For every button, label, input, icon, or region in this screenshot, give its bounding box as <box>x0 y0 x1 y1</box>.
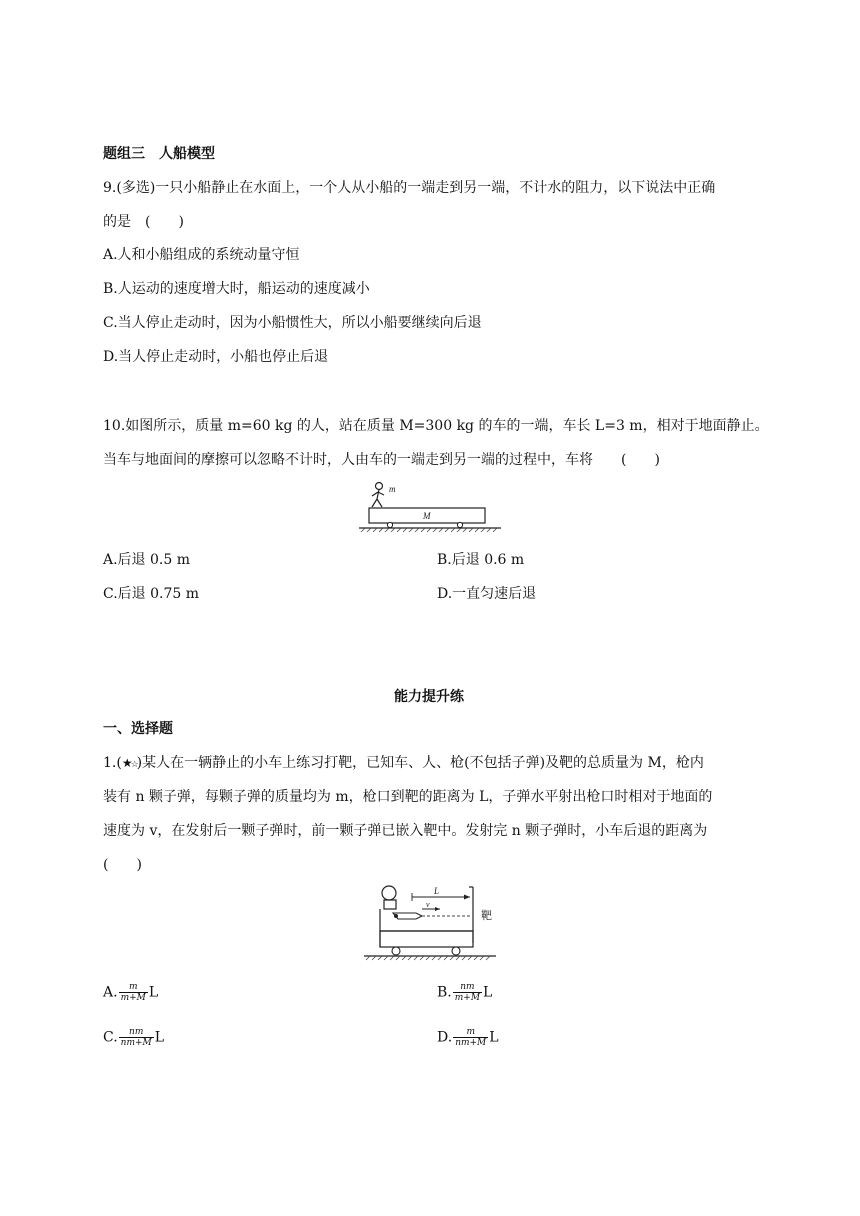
adv-q1-option-a <box>103 982 158 1003</box>
cart-wheel-right <box>452 947 460 955</box>
option-label: D. <box>437 1029 453 1046</box>
adv-q1-stem-line3: 速度为 v，在发射后一颗子弹时，前一颗子弹已嵌入靶中。发射完 n 颗子弹时，小车后退的距离为 <box>103 823 708 839</box>
denominator: nm+M <box>455 1038 487 1048</box>
section-title: 题组三 人船模型 <box>103 146 215 162</box>
q9-option-c: C.当人停止走动时，因为小船惯性大，所以小船要继续向后退 <box>103 315 482 331</box>
fraction <box>453 982 482 1003</box>
adv-q1-option-c <box>103 1027 164 1048</box>
person-icon <box>372 483 384 508</box>
option-label: B. <box>437 984 452 1001</box>
shooter-head <box>382 886 396 900</box>
adv-q1-stem-line2: 装有 n 颗子弹，每颗子弹的质量均为 m，枪口到靶的距离为 L，子弹水平射出枪口时相对于地面的 <box>103 789 713 805</box>
option-tail: L <box>483 984 493 1001</box>
numerator: nm <box>460 982 475 992</box>
fraction <box>453 1027 488 1048</box>
velocity-label: v <box>426 900 430 909</box>
person-on-cart-figure <box>355 478 505 538</box>
q9-stem-line1: 9.(多选)一只小船静止在水面上，一个人从小船的一端走到另一端，不计水的阻力，以下说法中正确 <box>103 180 716 196</box>
option-label: A. <box>103 984 118 1001</box>
option-tail: L <box>148 984 159 1001</box>
adv-q1-option-b <box>437 982 492 1003</box>
fraction <box>119 982 148 1003</box>
q9-stem-line2: 的是 ( ) <box>103 214 184 230</box>
adv-q1-option-d <box>437 1027 499 1048</box>
numerator: m <box>466 1027 475 1037</box>
advanced-section-title: 能力提升练 <box>394 689 464 705</box>
cart-wheel-right <box>457 522 462 527</box>
option-tail: L <box>154 1029 165 1046</box>
q10-option-b: B.后退 0.6 m <box>437 552 525 568</box>
denominator: m+M <box>120 993 146 1003</box>
cart-wheel-left <box>387 522 392 527</box>
q9-option-b: B.人运动的速度增大时，船运动的速度减小 <box>103 281 370 297</box>
distance-label: L <box>434 886 440 896</box>
q10-option-d: D.一直匀速后退 <box>437 586 537 602</box>
fraction <box>119 1027 154 1048</box>
q9-option-a: A.人和小船组成的系统动量守恒 <box>103 247 300 263</box>
numerator: m <box>128 982 138 992</box>
denominator: nm+M <box>120 1038 152 1048</box>
q10-option-c: C.后退 0.75 m <box>103 586 200 602</box>
shooting-cart-figure <box>360 883 500 967</box>
option-tail: L <box>489 1029 499 1046</box>
denominator: m+M <box>454 993 481 1003</box>
q10-stem-line1: 10.如图所示，质量 m=60 kg 的人，站在质量 M=300 kg 的车的一端，车长 L=3 m，相对于地面静止。 <box>103 418 769 434</box>
target-label: 靶 <box>481 910 492 922</box>
cart-mass-label: M <box>423 511 431 521</box>
shooter-body <box>384 900 396 909</box>
person-mass-label: m <box>389 484 396 494</box>
difficulty-star-icon: ★☆ <box>121 756 137 770</box>
subsection-title: 一、选择题 <box>103 721 173 737</box>
numerator: nm <box>129 1027 144 1037</box>
adv-q1-stem-line4: ( ) <box>103 857 142 873</box>
option-label: C. <box>103 1029 118 1046</box>
q9-option-d: D.当人停止走动时，小船也停止后退 <box>103 349 329 365</box>
cart-wheel-left <box>392 947 400 955</box>
q10-option-a: A.后退 0.5 m <box>103 552 191 568</box>
adv-q1-stem-text: )某人在一辆静止的小车上练习打靶，已知车、人、枪(不包括子弹)及靶的总质量为 M，枪内 <box>136 755 704 771</box>
cart-body <box>380 931 473 947</box>
adv-q1-prefix: 1.( <box>103 755 122 771</box>
adv-q1-stem-line1 <box>103 753 704 775</box>
q10-stem-line2: 当车与地面间的摩擦可以忽略不计时，人由车的一端走到另一端的过程中，车将 ( ) <box>103 452 660 468</box>
